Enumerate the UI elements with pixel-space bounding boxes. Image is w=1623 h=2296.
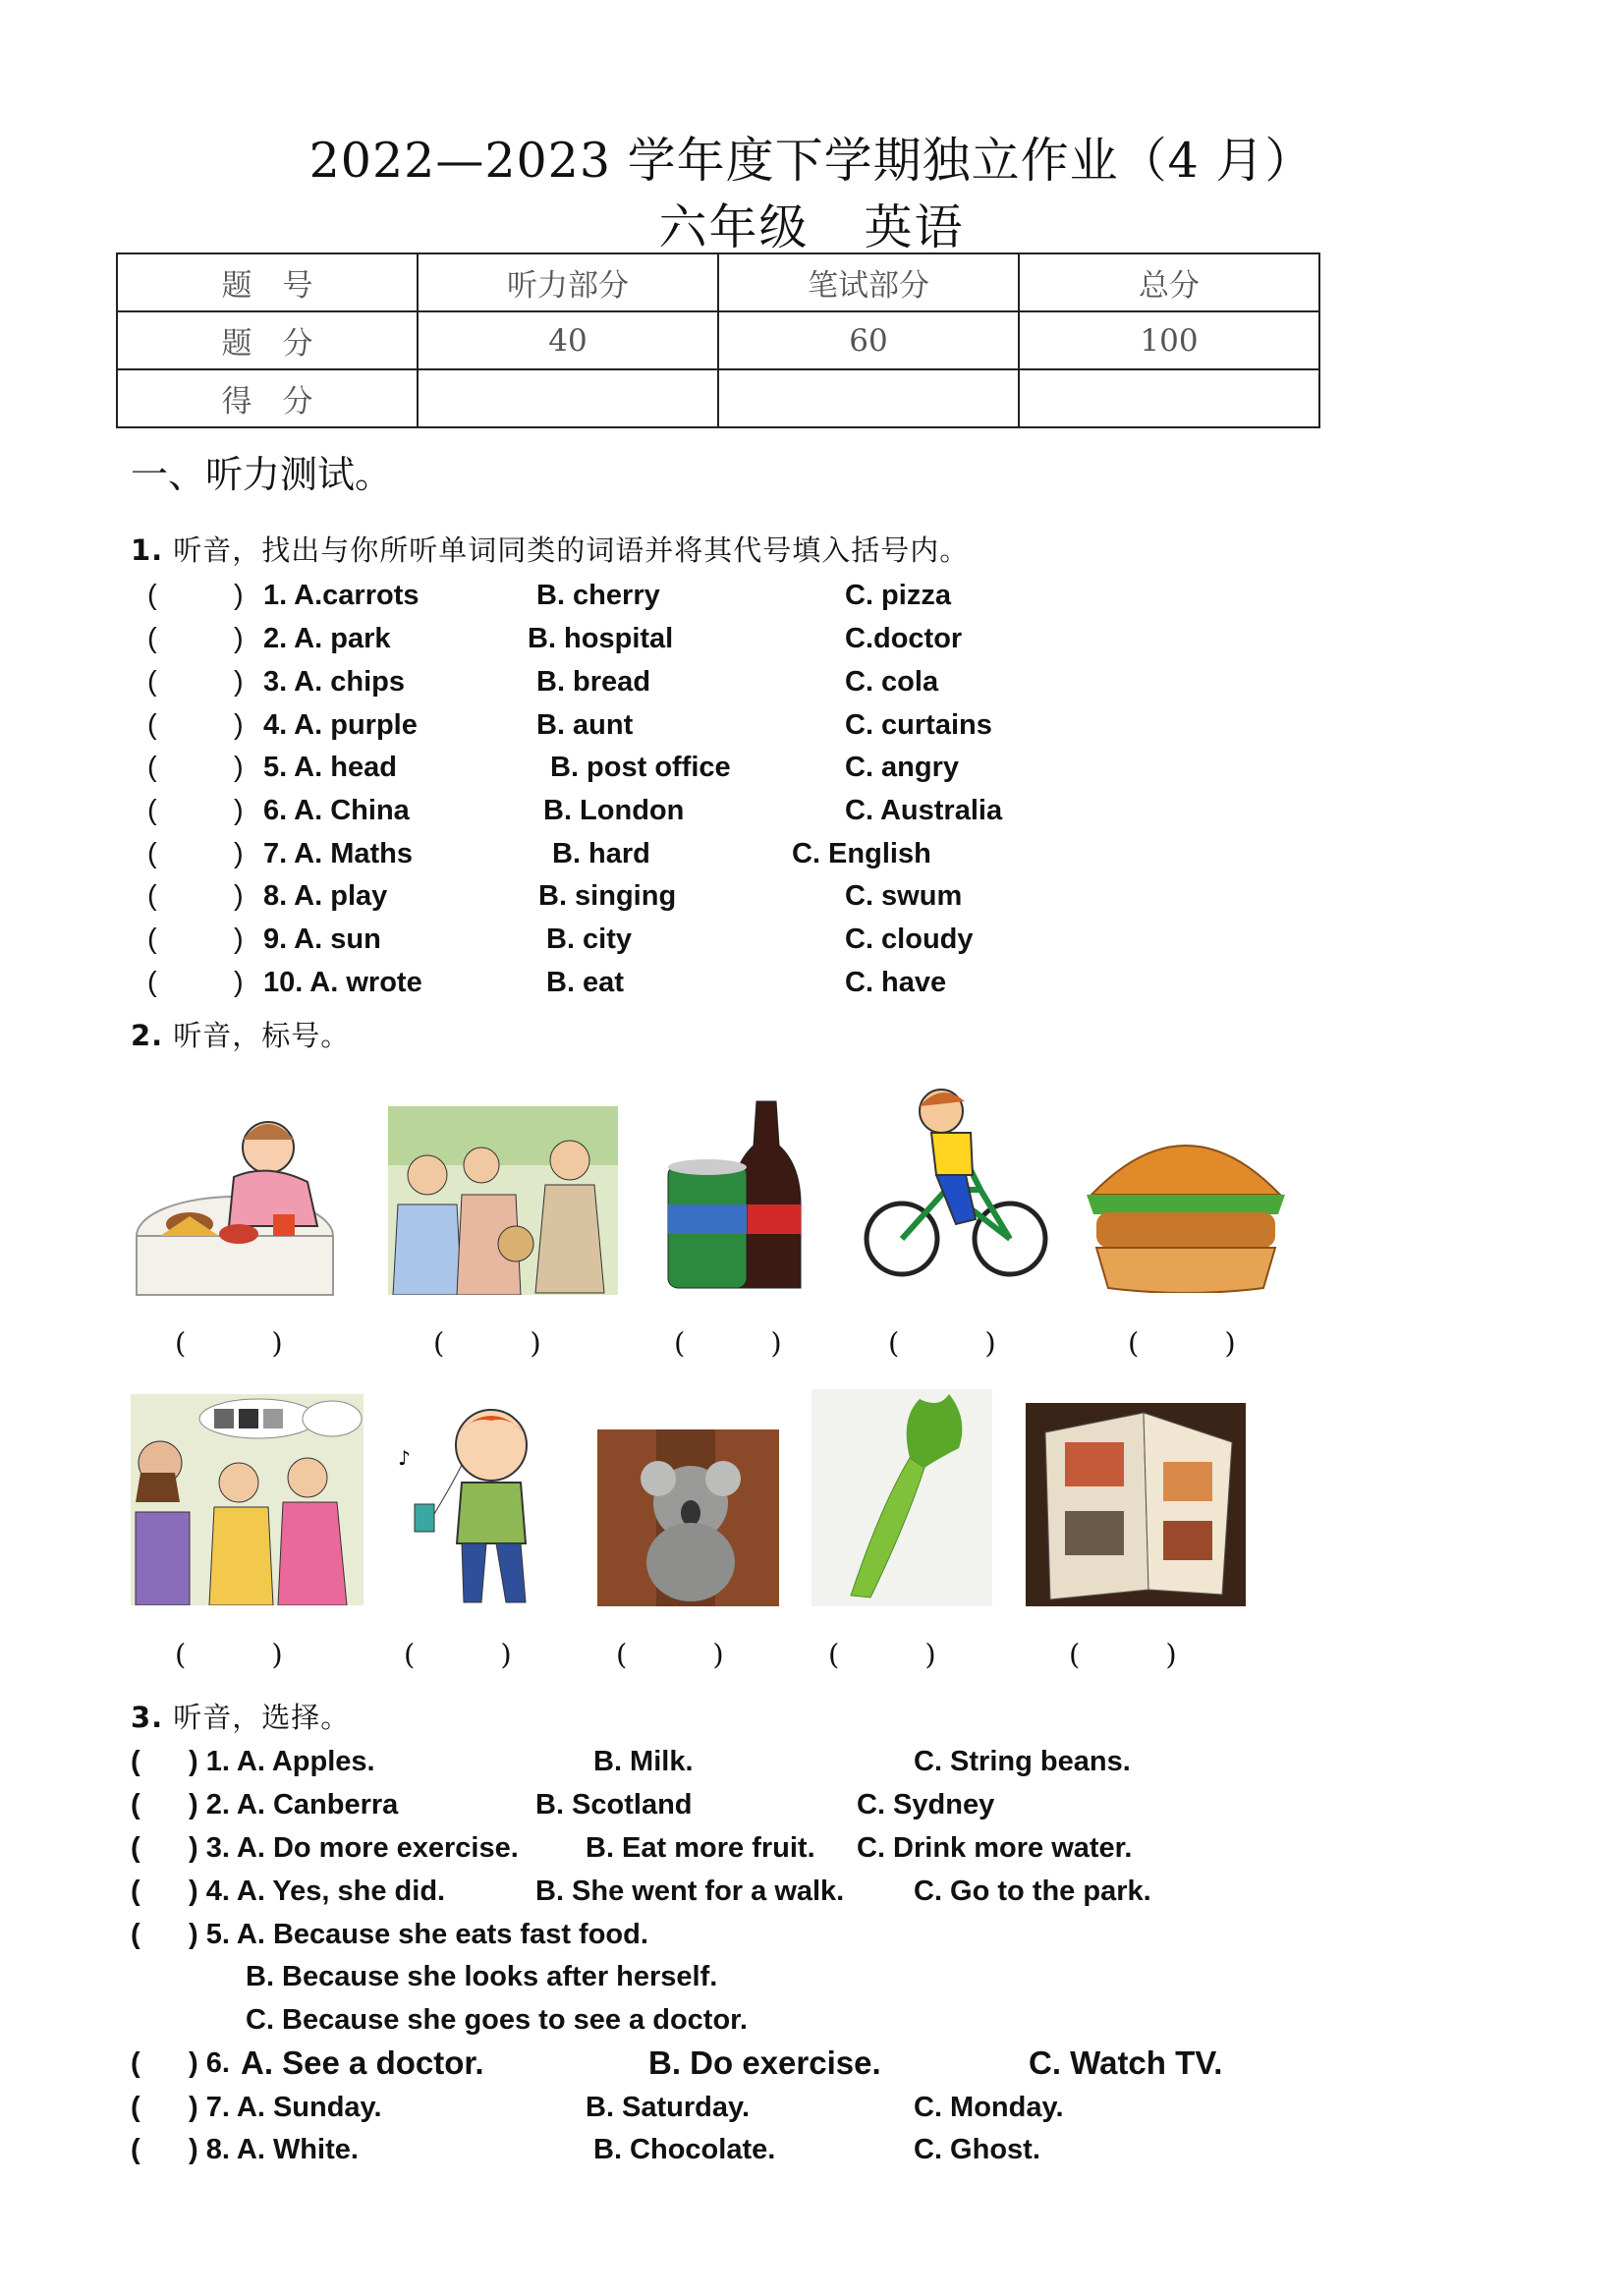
option-c: C. Watch TV. (1029, 2044, 1223, 2081)
answer-blank[interactable]: ( ) (616, 1638, 724, 1671)
page-subtitle (0, 190, 1623, 258)
answer-bracket[interactable]: ( (131, 1746, 140, 1777)
option-a: ) 2. A. Canberra (189, 1789, 399, 1820)
answer-bracket-close: ) (234, 623, 244, 654)
table-cell: 40 (418, 311, 718, 369)
question-2-heading (131, 1014, 350, 1054)
score-input-cell[interactable] (718, 369, 1019, 427)
option-a: 8. A. play (263, 880, 388, 912)
option-a: 10. A. wrote (263, 967, 422, 998)
answer-bracket-close: ) (234, 795, 244, 826)
answer-blank[interactable]: ( ) (888, 1326, 996, 1360)
option-b: B. Milk. (593, 1746, 694, 1777)
q3-item-row (0, 2092, 1623, 2135)
option-c: C. curtains (845, 709, 992, 741)
answer-bracket[interactable]: ( (131, 1832, 140, 1864)
answer-bracket[interactable]: ( (131, 2092, 140, 2123)
q1-item-row (0, 967, 1623, 1010)
q1-item-row (0, 880, 1623, 924)
option-a: 6. A. China (263, 795, 410, 826)
q1-item-row (0, 924, 1623, 967)
option-a: ) 1. A. Apples. (189, 1746, 375, 1777)
option-a: 4. A. purple (263, 709, 418, 741)
answer-bracket[interactable]: ( (147, 795, 157, 826)
q3-item-row (0, 2004, 1623, 2047)
table-cell: 题 分 (117, 311, 418, 369)
q3-item-row (0, 1876, 1623, 1919)
option-a: ) 5. A. Because she eats fast food. (189, 1919, 648, 1950)
q3-item-row (0, 1961, 1623, 2004)
option-a: 9. A. sun (263, 924, 381, 955)
option-c: C. Because she goes to see a doctor. (246, 2004, 748, 2036)
option-b: B. Do exercise. (648, 2044, 881, 2081)
answer-bracket[interactable]: ( (131, 1919, 140, 1950)
question-number: 1. (131, 533, 164, 567)
option-a-text: A. See a doctor. (241, 2044, 484, 2081)
crowd-with-guide-picture (388, 1106, 618, 1295)
answer-bracket[interactable]: ( (147, 880, 157, 912)
option-c: C. Monday. (914, 2092, 1064, 2123)
q3-item-row (0, 2134, 1623, 2177)
answer-blank[interactable]: ( ) (404, 1638, 512, 1671)
answer-bracket-close: ) (234, 838, 244, 869)
option-b: B. city (546, 924, 633, 955)
soda-bottles-picture (663, 1096, 811, 1293)
answer-bracket[interactable]: ( (147, 623, 157, 654)
question-instruction: 听音，标号。 (173, 1019, 351, 1052)
answer-blank[interactable]: ( ) (175, 1326, 283, 1360)
score-input-cell[interactable] (1019, 369, 1319, 427)
question-3-heading (131, 1696, 350, 1736)
option-a: 3. A. chips (263, 666, 405, 698)
option-b: B. hospital (528, 623, 674, 654)
option-c: C. Drink more water. (857, 1832, 1133, 1864)
table-row (117, 311, 1319, 369)
answer-bracket-close: ) (234, 580, 244, 611)
option-b: B. Because she looks after herself. (246, 1961, 718, 1992)
option-b: B. bread (536, 666, 651, 698)
answer-bracket-close: ) (234, 752, 244, 783)
answer-blank[interactable]: ( ) (1069, 1638, 1177, 1671)
option-c: C. String beans. (914, 1746, 1131, 1777)
answer-bracket[interactable]: ( (131, 1789, 140, 1820)
option-b: B. eat (546, 967, 624, 998)
answer-blank[interactable]: ( ) (433, 1326, 541, 1360)
option-a: ) 7. A. Sunday. (189, 2092, 382, 2123)
table-cell: 60 (718, 311, 1019, 369)
answer-bracket[interactable]: ( (147, 666, 157, 698)
answer-bracket-close: ) (234, 666, 244, 698)
answer-blank[interactable]: ( ) (674, 1326, 782, 1360)
answer-bracket[interactable]: ( (147, 967, 157, 998)
answer-blank[interactable]: ( ) (175, 1638, 283, 1671)
option-c: C. Ghost. (914, 2134, 1040, 2165)
table-cell: 总分 (1019, 253, 1319, 311)
option-c: C. Australia (845, 795, 1003, 826)
option-c: C. pizza (845, 580, 951, 611)
option-c: C. cola (845, 666, 939, 698)
score-input-cell[interactable] (418, 369, 718, 427)
answer-bracket-close: ) (234, 967, 244, 998)
answer-blank[interactable]: ( ) (1128, 1326, 1236, 1360)
option-b: B. post office (550, 752, 731, 783)
q1-item-row (0, 623, 1623, 666)
option-c: C. swum (845, 880, 963, 912)
q1-item-row (0, 580, 1623, 623)
table-cell: 得 分 (117, 369, 418, 427)
option-c: C. angry (845, 752, 960, 783)
q3-item-row (0, 1746, 1623, 1789)
answer-blank[interactable]: ( ) (828, 1638, 936, 1671)
q3-item-row (0, 2044, 1623, 2091)
grade-label: 六年级 (658, 199, 810, 255)
hamburger-picture (1082, 1116, 1290, 1293)
option-b: B. London (543, 795, 685, 826)
option-b: B. cherry (536, 580, 660, 611)
option-c: C. Sydney (857, 1789, 995, 1820)
answer-bracket-close: ) (234, 880, 244, 912)
option-a: 2. A. park (263, 623, 391, 654)
option-a: 7. A. Maths (263, 838, 414, 869)
question-1-heading (131, 529, 969, 569)
option-a: ) 6. (189, 2047, 230, 2079)
option-c: C. have (845, 967, 947, 998)
option-a: ) 8. A. White. (189, 2134, 359, 2165)
boy-listening-music-picture (393, 1396, 568, 1605)
option-c: C. Go to the park. (914, 1876, 1151, 1907)
option-a: ) 3. A. Do more exercise. (189, 1832, 519, 1864)
photo-album-picture (1026, 1403, 1246, 1606)
q3-item-row (0, 1919, 1623, 1962)
option-b: B. Eat more fruit. (586, 1832, 815, 1864)
answer-bracket[interactable]: ( (147, 838, 157, 869)
table-cell: 笔试部分 (718, 253, 1019, 311)
celery-picture (812, 1389, 992, 1606)
option-a: ) 4. A. Yes, she did. (189, 1876, 446, 1907)
q1-item-row (0, 795, 1623, 838)
option-b: B. aunt (536, 709, 634, 741)
section-title: 一、听力测试。 (131, 453, 393, 496)
answer-bracket[interactable]: ( (131, 2047, 140, 2079)
table-row (117, 253, 1319, 311)
question-instruction: 听音，找出与你所听单词同类的词语并将其代号填入括号内。 (173, 533, 970, 567)
question-instruction: 听音，选择。 (173, 1701, 351, 1734)
subject-label: 英语 (864, 199, 965, 255)
q1-item-row (0, 666, 1623, 709)
q1-item-row (0, 838, 1623, 881)
answer-bracket[interactable]: ( (147, 752, 157, 783)
answer-bracket[interactable]: ( (131, 1876, 140, 1907)
q3-item-row (0, 1832, 1623, 1876)
answer-bracket[interactable]: ( (147, 580, 157, 611)
question-number: 3. (131, 1701, 164, 1734)
answer-bracket[interactable]: ( (131, 2134, 140, 2165)
boy-riding-bike-picture (863, 1082, 1051, 1288)
option-b: B. She went for a walk. (535, 1876, 845, 1907)
option-b: B. Chocolate. (593, 2134, 776, 2165)
girl-eating-fast-food-picture (131, 1108, 339, 1301)
koala-picture (597, 1429, 779, 1606)
answer-bracket-close: ) (234, 924, 244, 955)
page-title: 2022—2023 学年度下学期独立作业（4 月） (308, 133, 1315, 189)
option-b: B. hard (552, 838, 650, 869)
option-a: 1. A.carrots (263, 580, 420, 611)
score-table (116, 252, 1320, 428)
answer-bracket-close: ) (234, 709, 244, 741)
option-a: 5. A. head (263, 752, 397, 783)
option-c: C. cloudy (845, 924, 974, 955)
q1-item-row (0, 752, 1623, 795)
svg-text:♪: ♪ (398, 1446, 411, 1470)
people-talking-picture (131, 1394, 364, 1605)
option-b: B. Scotland (535, 1789, 693, 1820)
q1-item-row (0, 709, 1623, 753)
answer-bracket[interactable]: ( (147, 924, 157, 955)
table-row (117, 369, 1319, 427)
table-cell: 听力部分 (418, 253, 718, 311)
option-b: B. Saturday. (586, 2092, 751, 2123)
table-cell: 100 (1019, 311, 1319, 369)
answer-bracket[interactable]: ( (147, 709, 157, 741)
option-b: B. singing (538, 880, 677, 912)
question-number: 2. (131, 1019, 164, 1052)
q3-item-row (0, 1789, 1623, 1832)
option-c: C.doctor (845, 623, 963, 654)
table-cell: 题 号 (117, 253, 418, 311)
option-c: C. English (792, 838, 931, 869)
